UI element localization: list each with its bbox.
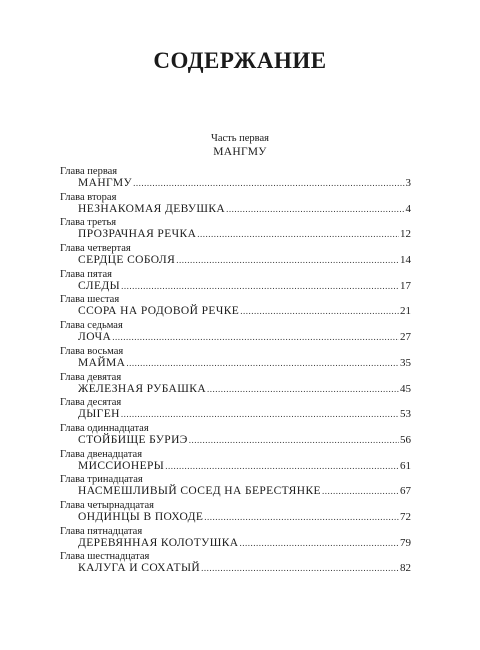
chapter-line <box>78 485 411 498</box>
chapter-line <box>78 280 411 293</box>
chapter-title: ДЫГЕН <box>78 408 120 421</box>
chapter-label: Глава четвертая <box>60 243 131 255</box>
chapter-title: СТОЙБИЩЕ БУРИЭ <box>78 433 188 446</box>
chapter-line <box>78 357 411 370</box>
page-number: 12 <box>400 228 411 241</box>
chapter-line <box>78 203 411 216</box>
chapter-line <box>78 408 411 421</box>
page-number: 4 <box>405 202 411 215</box>
dot-leader <box>322 485 399 498</box>
chapter-label: Глава восьмая <box>60 345 124 357</box>
page-number: 72 <box>400 510 411 523</box>
page-number: 67 <box>400 485 411 498</box>
chapter-line <box>78 254 411 267</box>
page-number: 3 <box>405 177 411 189</box>
chapter-title: МИССИОНЕРЫ <box>78 459 165 472</box>
chapter-title: ПРОЗРАЧНАЯ РЕЧКА <box>78 228 197 241</box>
page-number: 45 <box>400 382 411 395</box>
dot-leader <box>165 460 399 473</box>
toc-entry <box>60 320 410 346</box>
toc-list <box>60 166 410 577</box>
chapter-line <box>78 228 411 241</box>
dot-leader <box>207 383 399 396</box>
chapter-label: Глава пятнадцатая <box>60 525 143 537</box>
chapter-label: Глава девятая <box>60 371 122 383</box>
toc-entry <box>60 269 410 295</box>
chapter-label: Глава тринадцатая <box>60 474 143 486</box>
page-number: 61 <box>400 459 411 472</box>
chapter-title: ЛОЧА <box>78 331 112 344</box>
chapter-title: КАЛУГА И СОХАТЫЙ <box>78 562 201 575</box>
chapter-title: ОНДИНЦЫ В ПОХОДЕ <box>78 510 204 523</box>
dot-leader <box>121 408 399 421</box>
chapter-line <box>78 511 411 524</box>
toc-entry <box>60 217 410 243</box>
toc-entry <box>60 551 410 577</box>
toc-entry <box>60 397 410 423</box>
dot-leader <box>226 203 404 216</box>
page-number: 14 <box>400 254 411 267</box>
page-number: 17 <box>400 279 411 292</box>
chapter-title: НАСМЕШЛИВЫЙ СОСЕД НА БЕРЕСТЯНКЕ <box>78 485 321 498</box>
chapter-line <box>78 383 411 396</box>
page-number: 56 <box>400 433 411 446</box>
chapter-title: НЕЗНАКОМАЯ ДЕВУШКА <box>78 202 226 215</box>
toc-entry <box>60 500 410 526</box>
dot-leader <box>126 357 399 370</box>
page-number: 35 <box>400 356 411 369</box>
toc-entry <box>60 192 410 218</box>
chapter-line <box>78 562 411 575</box>
chapter-label: Глава четырнадцатая <box>60 499 154 511</box>
chapter-label: Глава шестая <box>60 294 120 306</box>
part-title: МАНГМУ <box>213 146 267 158</box>
toc-entry <box>60 294 410 320</box>
chapter-label: Глава одиннадцатая <box>60 422 149 434</box>
dot-leader <box>133 177 404 190</box>
page-number: 27 <box>400 331 411 344</box>
page-number: 82 <box>400 562 411 575</box>
chapter-line <box>78 177 411 190</box>
chapter-line <box>78 537 411 550</box>
toc-entry <box>60 243 410 269</box>
toc-entry <box>60 423 410 449</box>
chapter-label: Глава шестнадцатая <box>60 551 150 563</box>
chapter-label: Глава десятая <box>60 397 122 409</box>
dot-leader <box>239 537 399 550</box>
toc-entry <box>60 474 410 500</box>
toc-entry <box>60 346 410 372</box>
chapter-title: ЖЕЛЕЗНАЯ РУБАШКА <box>78 382 207 395</box>
chapter-line <box>78 434 411 447</box>
toc-entry <box>60 449 410 475</box>
toc-entry <box>60 372 410 398</box>
chapter-label: Глава двенадцатая <box>60 448 143 460</box>
chapter-label: Глава пятая <box>60 268 112 280</box>
dot-leader <box>201 562 399 575</box>
page-number: 79 <box>400 536 411 549</box>
dot-leader <box>189 434 399 447</box>
chapter-line <box>78 305 411 318</box>
chapter-title: СЛЕДЫ <box>78 279 121 292</box>
chapter-title: ДЕРЕВЯННАЯ КОЛОТУШКА <box>78 536 239 549</box>
dot-leader <box>204 511 399 524</box>
page-title: СОДЕРЖАНИЕ <box>153 48 327 73</box>
dot-leader <box>240 305 399 318</box>
chapter-line <box>78 331 411 344</box>
dot-leader <box>112 331 399 344</box>
chapter-title: ССОРА НА РОДОВОЙ РЕЧКЕ <box>78 305 240 318</box>
chapter-label: Глава третья <box>60 217 117 229</box>
chapter-title: СЕРДЦЕ СОБОЛЯ <box>78 254 176 267</box>
page-number: 53 <box>400 408 411 421</box>
page-number: 21 <box>400 305 411 318</box>
dot-leader <box>121 280 399 293</box>
chapter-title: МАЙМА <box>78 356 126 369</box>
chapter-label: Глава первая <box>60 166 118 177</box>
toc-entry <box>60 526 410 552</box>
chapter-title: МАНГМУ <box>78 177 133 189</box>
chapter-line <box>78 460 411 473</box>
part-label: Часть первая <box>211 133 269 144</box>
dot-leader <box>176 254 399 267</box>
chapter-label: Глава седьмая <box>60 320 123 332</box>
chapter-label: Глава вторая <box>60 191 117 203</box>
dot-leader <box>197 228 399 241</box>
toc-entry <box>60 166 410 192</box>
